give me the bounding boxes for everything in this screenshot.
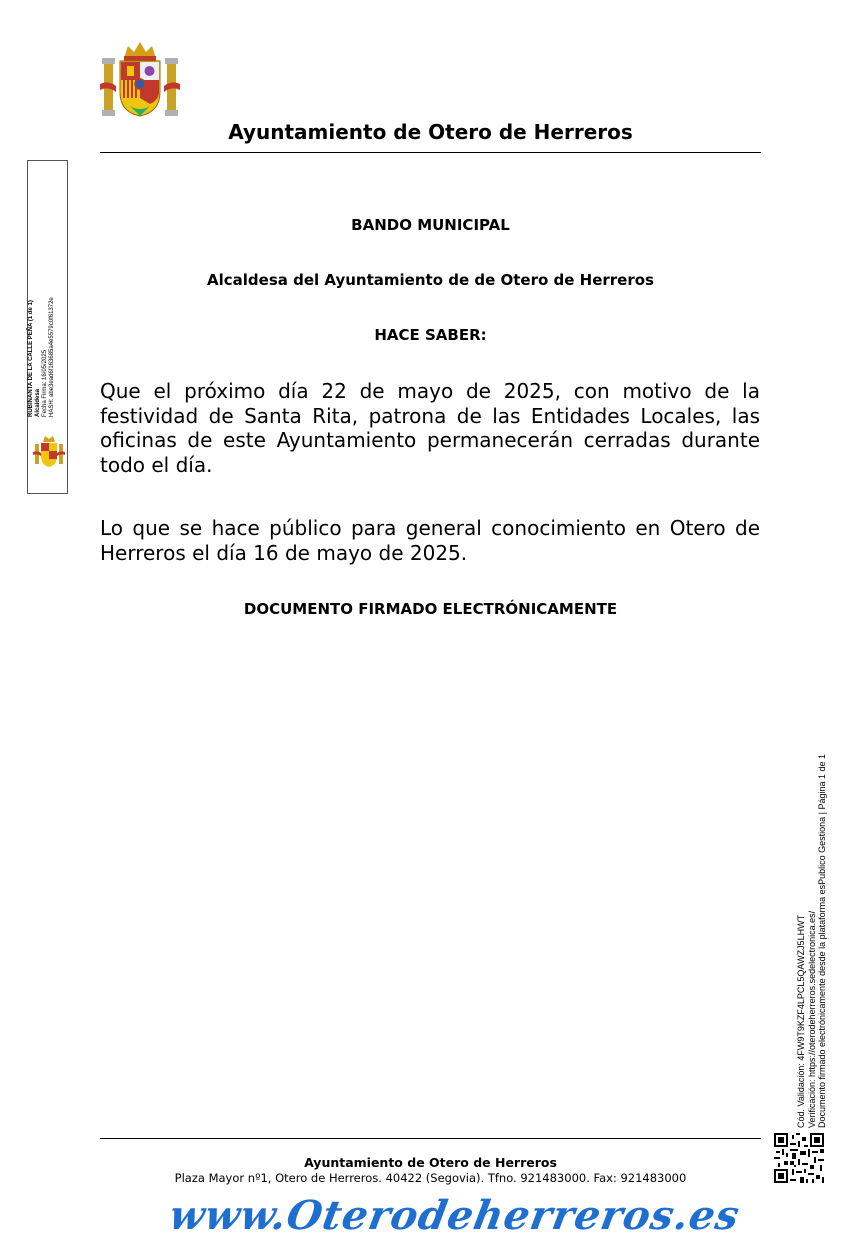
footer-address: Plaza Mayor nº1, Otero de Herreros. 40422 (Segovia). Tfno. 921483000. Fax: 921483000	[174, 1171, 687, 1185]
announcement-label: HACE SABER:	[374, 326, 487, 344]
header-divider	[100, 152, 761, 153]
validation-text-block	[796, 753, 828, 1128]
body-paragraph-2: Lo que se hace público para general conocimiento en Otero de Herreros el día 16 de mayo de 2025.	[100, 516, 760, 565]
signer-role: Alcaldesa	[35, 388, 41, 417]
validation-platform: Documento firmado electrónicamente desde la plataforma esPublico Gestiona | Página 1 de 1	[817, 753, 827, 1128]
signer-name: RUBINANTA DE LA CALLE PEÑA (1 de 1)	[28, 300, 34, 417]
validation-url: Verificación: https://oterodeherreros.sedelectronica.es/	[806, 910, 817, 1128]
document-issuer: Alcaldesa del Ayuntamiento de de Otero de Herreros	[207, 271, 654, 289]
footer-divider	[100, 1138, 761, 1139]
signed-electronically-note: DOCUMENTO FIRMADO ELECTRÓNICAMENTE	[243, 600, 618, 618]
validation-code: Cód. Validación: 4FW9T9KZF4LPCL5QAWZJ5LHWT	[796, 914, 806, 1128]
document-heading: BANDO MUNICIPAL	[351, 216, 510, 234]
signature-hash: HASH: abe3ead6f163685a4e5579c0f61372e	[49, 297, 55, 417]
small-coat-of-arms-icon	[33, 434, 65, 468]
page-title: Ayuntamiento de Otero de Herreros	[228, 120, 633, 144]
coat-of-arms-icon	[100, 40, 180, 118]
body-paragraph-1: Que el próximo día 22 de mayo de 2025, con motivo de la festividad de Santa Rita, patrona de las Entidades Locales, las oficinas de este Ayuntamiento permanecerán cerradas durante todo el día.	[100, 379, 760, 477]
qr-code-icon	[774, 1133, 824, 1183]
footer-organization: Ayuntamiento de Otero de Herreros	[304, 1155, 557, 1170]
signature-date: Fecha Firma: 16/05/2025	[42, 349, 48, 417]
website-link[interactable]: www.Oterodeherreros.es	[165, 1192, 744, 1239]
